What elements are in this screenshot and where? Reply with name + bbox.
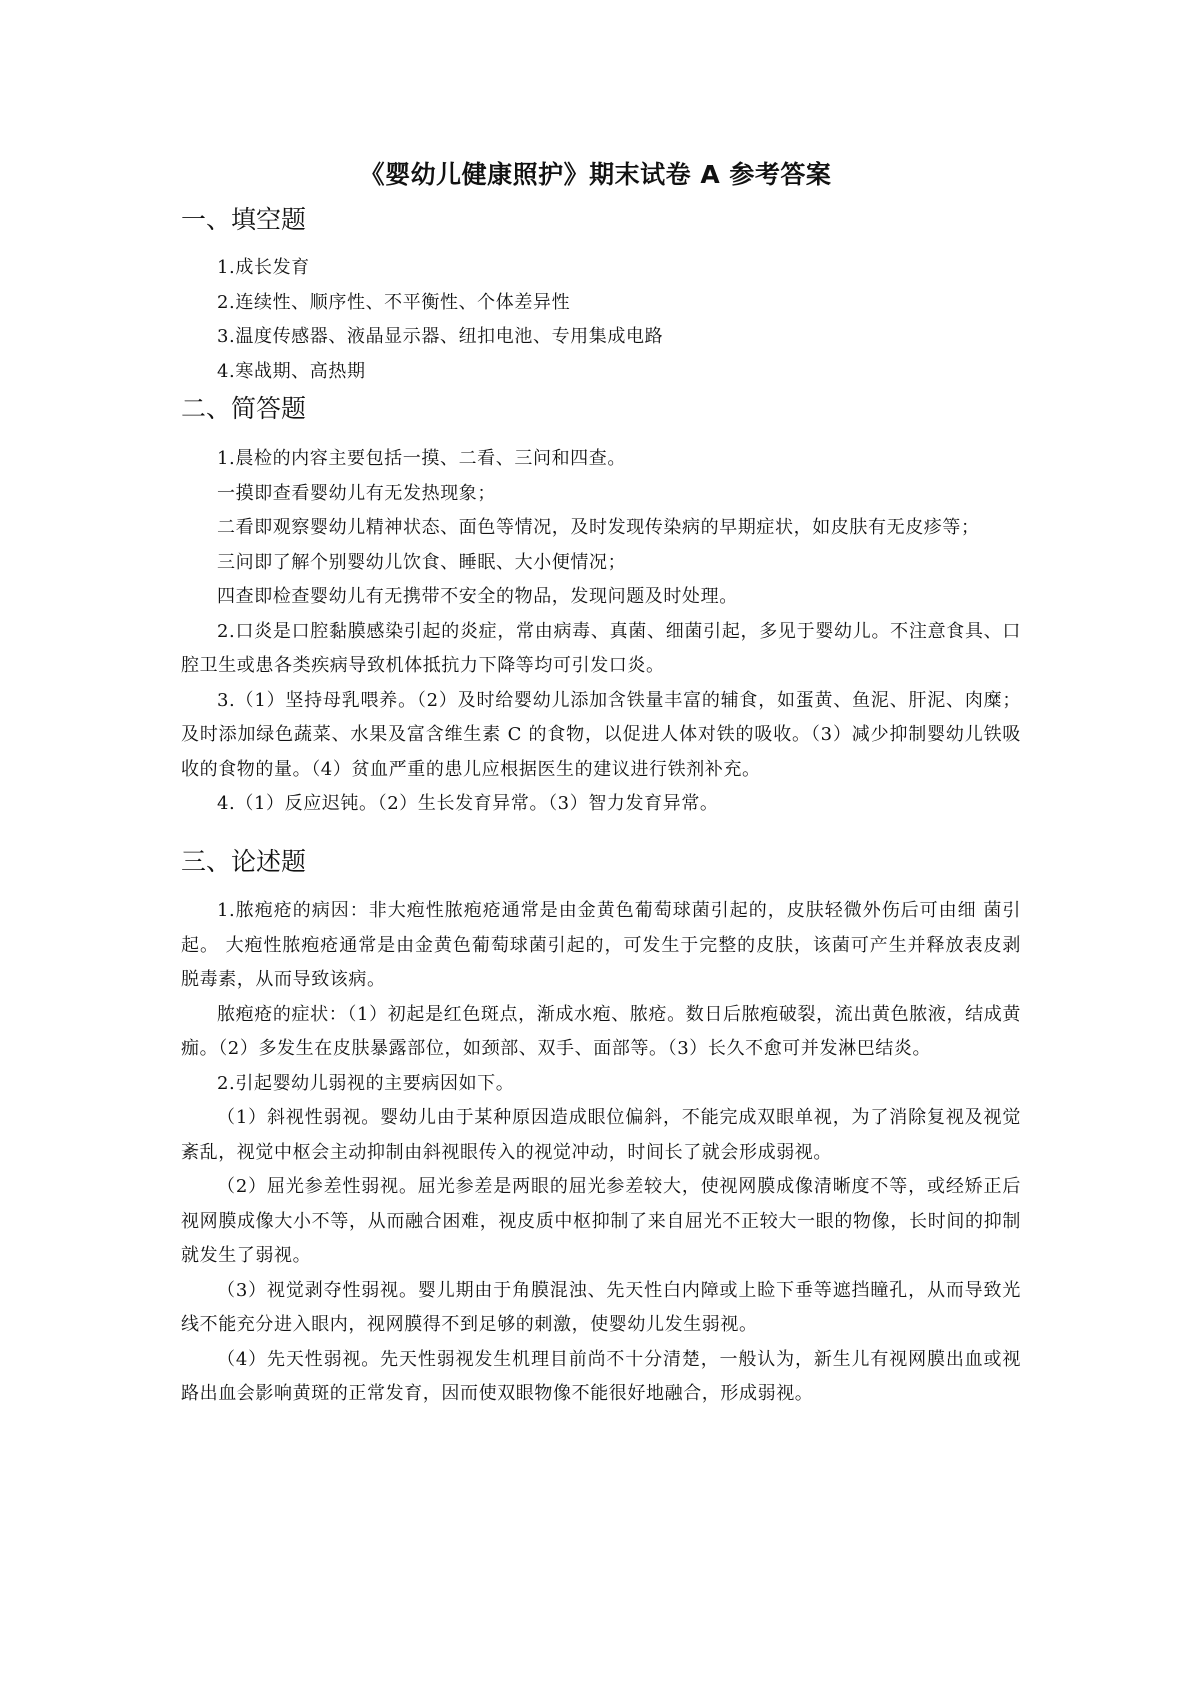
answer-paragraph: 3.（1）坚持母乳喂养。（2）及时给婴幼儿添加含铁量丰富的辅食，如蛋黄、鱼泥、肝泥、肉糜；及时添加绿色蔬菜、水果及富含维生素 C 的食物，以促进人体对铁的吸收。（3）减少抑制婴幼儿铁吸收的食物的量。（4）贫血严重的患儿应根据医生的建议进行铁剂补充。 bbox=[181, 689, 1021, 780]
section-heading-fill-blank: 一、填空题 bbox=[181, 205, 307, 234]
answer-paragraph: 二看即观察婴幼儿精神状态、面色等情况，及时发现传染病的早期症状，如皮肤有无皮疹等； bbox=[217, 517, 980, 538]
section-heading-essay: 三、论述题 bbox=[181, 847, 307, 876]
answer-paragraph: 1.脓疱疮的病因：非大疱性脓疱疮通常是由金黄色葡萄球菌引起的，皮肤轻微外伤后可由细 菌引起。 大疱性脓疱疮通常是由金黄色葡萄球菌引起的，可发生于完整的皮肤，该菌可产生并释放表皮剥脱毒素，从而导致该病。 bbox=[181, 900, 1021, 990]
answer-paragraph: 脓疱疮的症状：（1）初起是红色斑点，渐成水疱、脓疮。数日后脓疱破裂，流出黄色脓液，结成黄痂。（2）多发生在皮肤暴露部位，如颈部、双手、面部等。（3）长久不愈可并发淋巴结炎。 bbox=[181, 1003, 1021, 1059]
answer-paragraph: 2.口炎是口腔黏膜感染引起的炎症，常由病毒、真菌、细菌引起，多见于婴幼儿。不注意食具、口腔卫生或患各类疾病导致机体抵抗力下降等均可引发口炎。 bbox=[181, 620, 1021, 676]
answer-item: 4.寒战期、高热期 bbox=[217, 360, 366, 382]
answer-paragraph: 四查即检查婴幼儿有无携带不安全的物品，发现问题及时处理。 bbox=[217, 586, 738, 607]
answer-paragraph: 三问即了解个别婴幼儿饮食、睡眠、大小便情况； bbox=[217, 551, 627, 573]
answer-item: 1.成长发育 bbox=[217, 257, 310, 278]
answer-paragraph: 一摸即查看婴幼儿有无发热现象； bbox=[217, 482, 496, 504]
answer-paragraph: 1.晨检的内容主要包括一摸、二看、三问和四查。 bbox=[217, 448, 626, 469]
page-title: 《婴幼儿健康照护》期末试卷 A 参考答案 bbox=[359, 160, 832, 189]
section-body-fill-blank bbox=[181, 251, 1021, 389]
answer-paragraph: （1）斜视性弱视。婴幼儿由于某种原因造成眼位偏斜，不能完成双眼单视，为了消除复视及视觉紊乱，视觉中枢会主动抑制由斜视眼传入的视觉冲动，时间长了就会形成弱视。 bbox=[181, 1107, 1021, 1163]
answer-paragraph: 2.引起婴幼儿弱视的主要病因如下。 bbox=[217, 1072, 515, 1094]
answer-paragraph: （2）屈光参差性弱视。屈光参差是两眼的屈光参差较大，使视网膜成像清晰度不等，或经矫正后视网膜成像大小不等，从而融合困难，视皮质中枢抑制了来自屈光不正较大一眼的物像，长时间的抑制就发生了弱视。 bbox=[181, 1176, 1021, 1266]
section-heading-short-answer: 二、简答题 bbox=[181, 394, 307, 423]
answer-item: 2.连续性、顺序性、不平衡性、个体差异性 bbox=[217, 291, 571, 313]
section-body-essay bbox=[181, 894, 1021, 1412]
section-body-short-answer bbox=[181, 442, 1021, 822]
answer-paragraph: （3）视觉剥夺性弱视。婴儿期由于角膜混浊、先天性白内障或上睑下垂等遮挡瞳孔，从而导致光线不能充分进入眼内，视网膜得不到足够的刺激，使婴幼儿发生弱视。 bbox=[181, 1279, 1021, 1335]
answer-paragraph: （4）先天性弱视。先天性弱视发生机理目前尚不十分清楚，一般认为，新生儿有视网膜出血或视路出血会影响黄斑的正常发育，因而使双眼物像不能很好地融合，形成弱视。 bbox=[181, 1348, 1021, 1404]
answer-paragraph: 4.（1）反应迟钝。（2）生长发育异常。（3）智力发育异常。 bbox=[217, 793, 719, 814]
answer-item: 3.温度传感器、液晶显示器、纽扣电池、专用集成电路 bbox=[217, 326, 664, 347]
